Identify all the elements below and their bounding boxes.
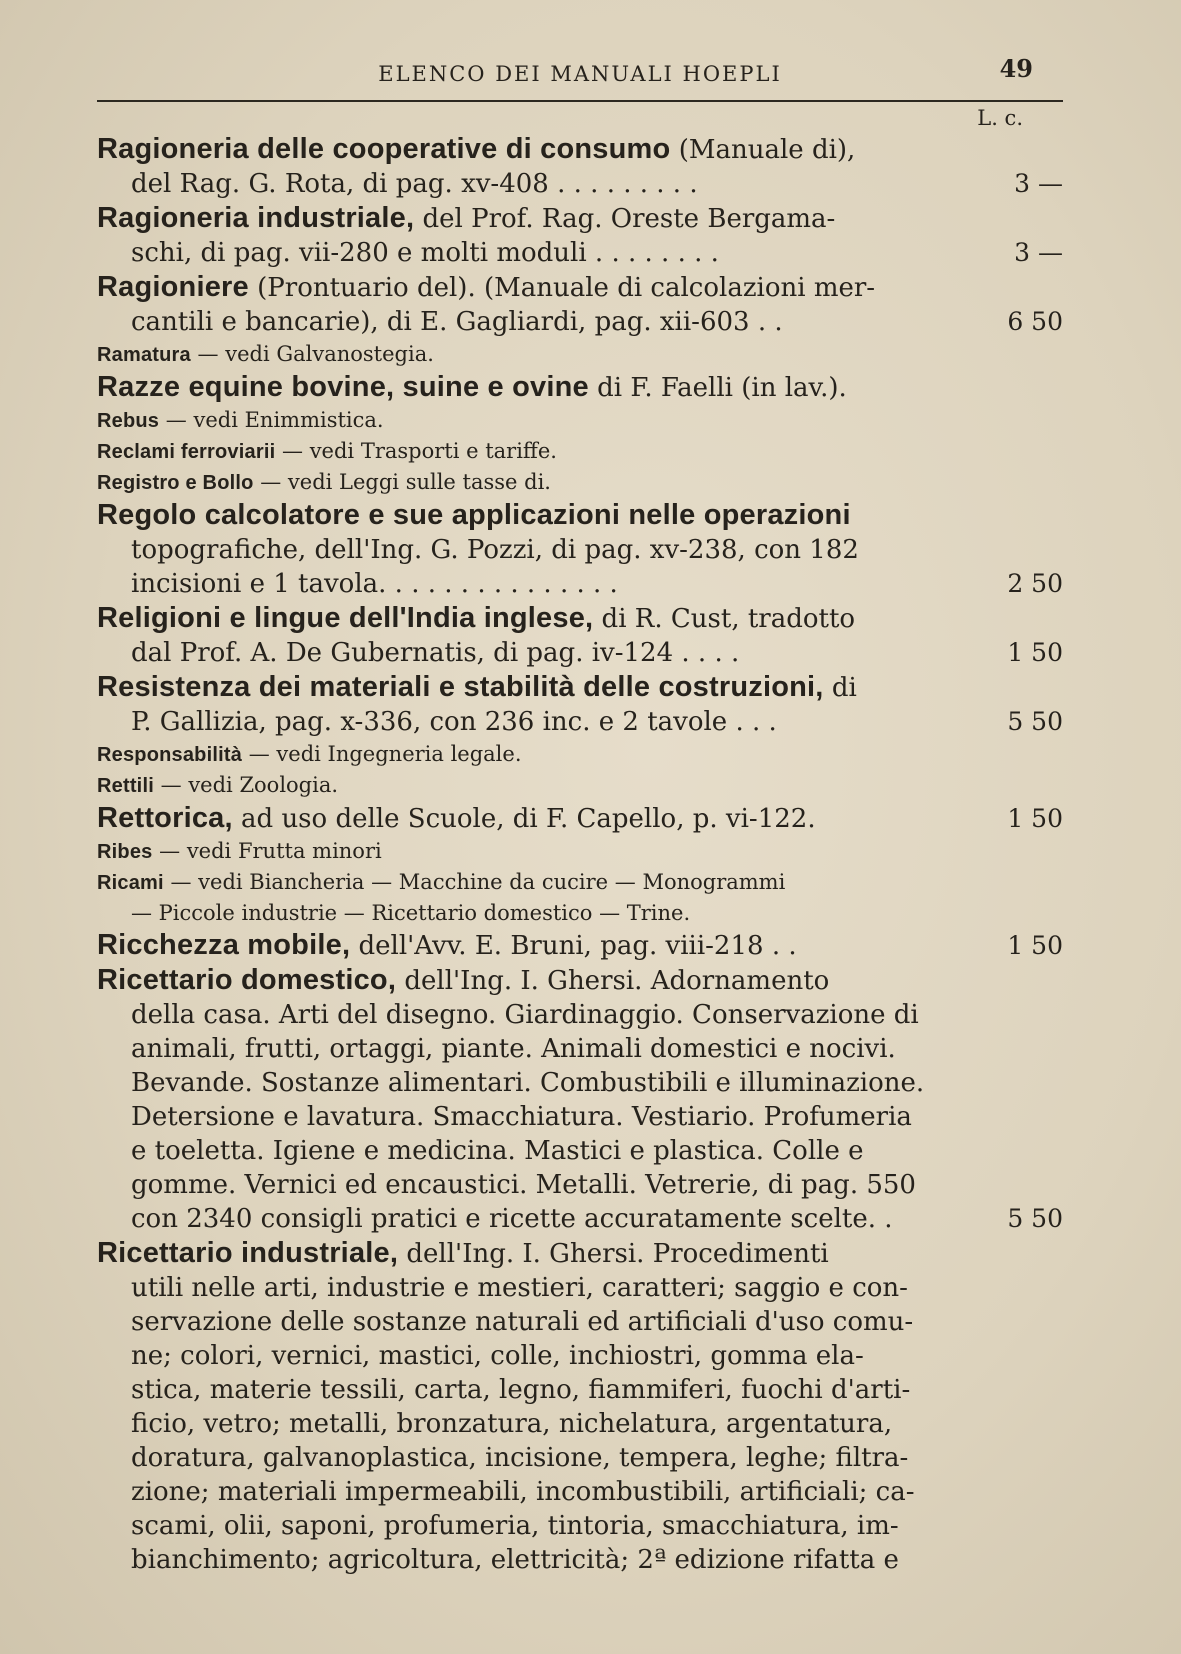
entry-continuation-line: incisioni e 1 tavola. . . . . . . . . . . . . . . xyxy=(131,569,618,599)
catalog-entry xyxy=(97,339,1063,370)
entry-continuation-line: scami, olii, saponi, profumeria, tintoria, smacchiatura, im- xyxy=(131,1511,899,1541)
entry-first-line xyxy=(97,867,1063,898)
entry-continuation-line: servazione delle sostanze naturali ed artificiali d'uso comu- xyxy=(131,1307,914,1337)
entry-text: ad uso delle Scuole, di F. Capello, p. vi-122. xyxy=(232,804,816,834)
entry-headword: Ricettario domestico, xyxy=(97,964,397,996)
entry-continuation-line: cantili e bancarie), di E. Gagliardi, pag. xii-603 . . xyxy=(131,307,783,337)
entry-price: 2 50 xyxy=(1007,569,1063,598)
entry-price: 6 50 xyxy=(1007,307,1063,336)
entry-text: dell'Avv. E. Bruni, pag. viii-218 . . xyxy=(350,931,797,961)
entry-continuation-line: zione; materiali impermeabili, incombustibili, artificiali; ca- xyxy=(131,1477,915,1507)
entry-continuation-line: del Rag. G. Rota, di pag. xv-408 . . . . . . . . . xyxy=(131,169,698,199)
entry-continuation-line: gomme. Vernici ed encaustici. Metalli. Vetrerie, di pag. 550 xyxy=(131,1170,916,1200)
entry-first-line xyxy=(97,436,1063,467)
entry-text: — vedi Ingegneria legale. xyxy=(242,742,522,766)
entry-text: — vedi Biancheria — Macchine da cucire — Monogrammi xyxy=(163,870,786,894)
entry-continuation-line: animali, frutti, ortaggi, piante. Animali domestici e nocivi. xyxy=(131,1034,896,1064)
entry-continuation-line: dal Prof. A. De Gubernatis, di pag. iv-124 . . . . xyxy=(131,638,740,668)
entry-headword: Ramatura xyxy=(97,344,191,366)
page-number: 49 xyxy=(999,54,1033,83)
entry-first-line xyxy=(97,1236,1063,1271)
entry-headword: Responsabilità xyxy=(97,744,243,766)
entry-continuation-line: bianchimento; agricoltura, elettricità; 2ª edizione rifatta e xyxy=(131,1545,899,1575)
entry-price: 3 — xyxy=(1014,238,1063,267)
catalog-entry xyxy=(97,436,1063,467)
entry-first-line xyxy=(97,836,1063,867)
catalog-entry xyxy=(97,201,1063,270)
catalog-entry xyxy=(97,601,1063,670)
entry-continuation-line: ficio, vetro; metalli, bronzatura, nichelatura, argentatura, xyxy=(131,1409,893,1439)
entry-first-line xyxy=(97,132,1063,167)
entry-continuation-line: doratura, galvanoplastica, incisione, tempera, leghe; filtra- xyxy=(131,1443,909,1473)
catalog-entry xyxy=(97,405,1063,436)
entry-price: 5 50 xyxy=(1007,707,1063,736)
entry-first-line xyxy=(97,370,1063,405)
catalog-entry xyxy=(97,770,1063,801)
entry-headword: Ricchezza mobile, xyxy=(97,929,351,961)
catalog-entry xyxy=(97,801,1063,836)
entry-text: — vedi Leggi sulle tasse di. xyxy=(253,470,551,494)
entry-headword: Ragioneria industriale, xyxy=(97,202,415,234)
catalog-entry xyxy=(97,270,1063,339)
entry-headword: Registro e Bollo xyxy=(97,472,254,494)
entry-first-line xyxy=(97,201,1063,236)
entry-text: (Manuale di), xyxy=(670,135,856,165)
entry-continuation-line: Bevande. Sostanze alimentari. Combustibili e illuminazione. xyxy=(131,1068,925,1098)
entry-continuation-line: stica, materie tessili, carta, legno, fiammiferi, fuochi d'arti- xyxy=(131,1375,911,1405)
entry-text: — vedi Galvanostegia. xyxy=(190,342,434,366)
page-header xyxy=(97,50,1063,96)
catalog-entry xyxy=(97,1236,1063,1577)
entry-headword: Rettili xyxy=(97,775,154,797)
entry-headword: Religioni e lingue dell'India inglese, xyxy=(97,602,594,634)
entry-text: — vedi Trasporti e tariffe. xyxy=(275,439,557,463)
entry-headword: Reclami ferroviarii xyxy=(97,441,276,463)
entry-text: dell'Ing. I. Ghersi. Procedimenti xyxy=(398,1239,829,1269)
entry-continuation-line: — Piccole industrie — Ricettario domestico — Trine. xyxy=(131,901,691,925)
catalog-entry xyxy=(97,370,1063,405)
entry-headword: Ricami xyxy=(97,872,164,894)
entry-continuation-line: ne; colori, vernici, mastici, colle, inchiostri, gomma ela- xyxy=(131,1341,864,1371)
entry-first-line xyxy=(97,467,1063,498)
entry-price: 3 — xyxy=(1014,169,1063,198)
entry-headword: Ricettario industriale, xyxy=(97,1237,399,1269)
entry-text: di F. Faelli (in lav.). xyxy=(588,373,847,403)
entry-headword: Resistenza dei materiali e stabilità delle costruzioni, xyxy=(97,671,824,703)
catalog-entry xyxy=(97,467,1063,498)
entry-text: — vedi Frutta minori xyxy=(152,839,382,863)
entry-price: 1 50 xyxy=(1007,804,1063,833)
entry-continuation-line: P. Gallizia, pag. x-336, con 236 inc. e 2 tavole . . . xyxy=(131,707,777,737)
entry-first-line xyxy=(97,739,1063,770)
entry-text: — vedi Enimmistica. xyxy=(159,408,384,432)
entry-first-line xyxy=(97,270,1063,305)
entry-continuation-line: e toeletta. Igiene e medicina. Mastici e plastica. Colle e xyxy=(131,1136,864,1166)
entry-first-line xyxy=(97,601,1063,636)
running-title: ELENCO DEI MANUALI HOEPLI xyxy=(378,62,782,86)
entry-text: (Prontuario del). (Manuale di calcolazioni mer- xyxy=(248,273,876,303)
catalog-entry xyxy=(97,739,1063,770)
entry-first-line xyxy=(97,405,1063,436)
entry-continuation-line: con 2340 consigli pratici e ricette accuratamente scelte. . xyxy=(131,1204,893,1234)
entry-first-line xyxy=(97,498,1063,533)
currency-column-label: L. c. xyxy=(977,106,1023,130)
catalog-entry xyxy=(97,132,1063,201)
catalog-entry xyxy=(97,836,1063,867)
catalog-entry xyxy=(97,963,1063,1236)
entry-continuation-line: utili nelle arti, industrie e mestieri, caratteri; saggio e con- xyxy=(131,1273,908,1303)
entry-first-line xyxy=(97,963,1063,998)
entry-continuation-line: schi, di pag. vii-280 e molti moduli . . . . . . . . xyxy=(131,238,719,268)
entry-first-line xyxy=(97,928,1063,963)
entry-price: 1 50 xyxy=(1007,931,1063,960)
catalog-entry xyxy=(97,670,1063,739)
entry-first-line xyxy=(97,801,1063,836)
entry-headword: Razze equine bovine, suine e ovine xyxy=(97,371,589,403)
catalog-entry xyxy=(97,928,1063,963)
entry-price: 1 50 xyxy=(1007,638,1063,667)
catalog-entries xyxy=(97,132,1063,1577)
entry-first-line xyxy=(97,339,1063,370)
entry-headword: Rettorica, xyxy=(97,802,233,834)
entry-continuation-line: topografiche, dell'Ing. G. Pozzi, di pag. xv-238, con 182 xyxy=(131,535,859,565)
entry-headword: Rebus xyxy=(97,410,160,432)
entry-first-line xyxy=(97,770,1063,801)
entry-text: dell'Ing. I. Ghersi. Adornamento xyxy=(396,966,830,996)
entry-text: di xyxy=(823,673,857,703)
entry-text: — vedi Zoologia. xyxy=(153,773,339,797)
entry-headword: Ragioniere xyxy=(97,271,249,303)
catalog-entry xyxy=(97,867,1063,928)
entry-continuation-line: Detersione e lavatura. Smacchiatura. Vestiario. Profumeria xyxy=(131,1102,912,1132)
entry-text: del Prof. Rag. Oreste Bergama- xyxy=(414,204,836,234)
entry-headword: Ragioneria delle cooperative di consumo xyxy=(97,133,671,165)
entry-headword: Regolo calcolatore e sue applicazioni nelle operazioni xyxy=(97,499,851,531)
entry-continuation-line: della casa. Arti del disegno. Giardinaggio. Conservazione di xyxy=(131,1000,919,1030)
entry-first-line xyxy=(97,670,1063,705)
header-rule xyxy=(97,100,1063,102)
entry-headword: Ribes xyxy=(97,841,153,863)
entry-text: di R. Cust, tradotto xyxy=(593,604,856,634)
catalog-entry xyxy=(97,498,1063,601)
entry-price: 5 50 xyxy=(1007,1204,1063,1233)
